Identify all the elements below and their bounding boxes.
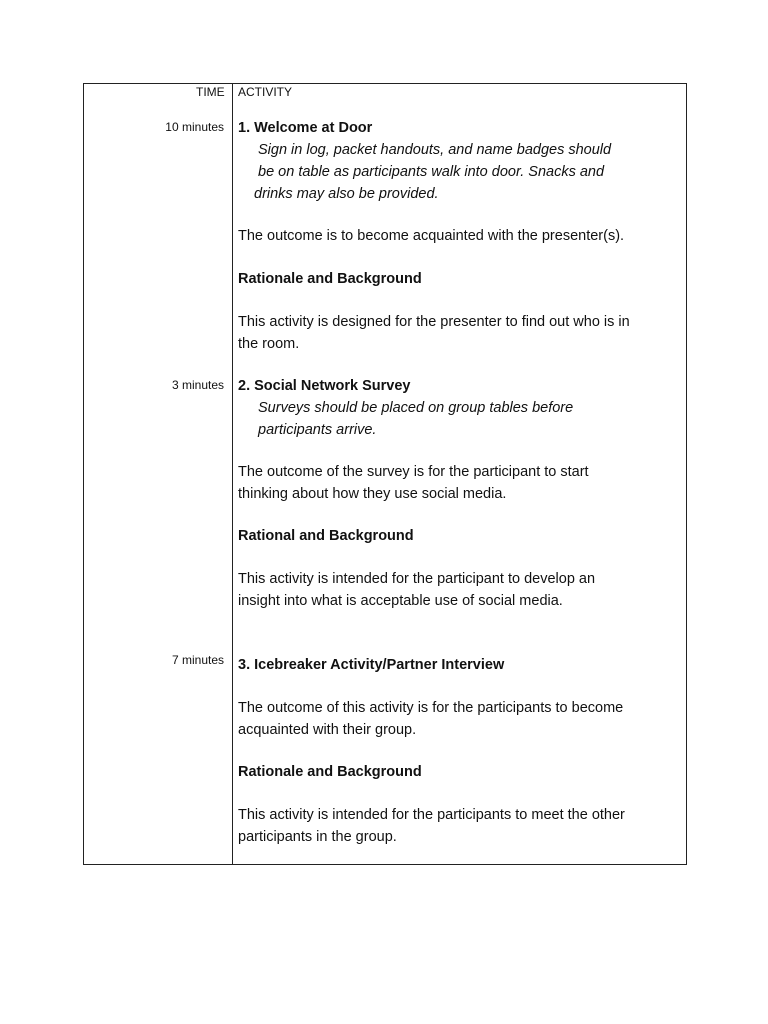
item-outcome-line: acquainted with their group. (238, 722, 417, 738)
item-note-line: be on table as participants walk into door. Snacks and (258, 164, 605, 180)
item-rationale-line: This activity is intended for the participant to develop an (238, 571, 596, 587)
item-rationale-heading: Rationale and Background (238, 764, 422, 780)
item-time: 10 minutes (165, 120, 224, 134)
item-note-line: drinks may also be provided. (254, 186, 439, 202)
item-note-line: participants arrive. (258, 422, 377, 438)
column-divider (232, 83, 233, 865)
item-title: 1. Welcome at Door (238, 120, 373, 136)
item-rationale-line: participants in the group. (238, 829, 397, 845)
item-rationale-line: the room. (238, 336, 300, 352)
item-rationale-heading: Rational and Background (238, 528, 414, 544)
activity-column-header: ACTIVITY (238, 85, 293, 99)
item-rationale-line: This activity is designed for the presenter to find out who is in (238, 314, 630, 330)
item-outcome-line: thinking about how they use social media. (238, 486, 507, 502)
item-outcome-line: The outcome is to become acquainted with the presenter(s). (238, 228, 625, 244)
item-note-line: Sign in log, packet handouts, and name badges should (258, 142, 612, 158)
item-title: 2. Social Network Survey (238, 378, 411, 394)
item-outcome-line: The outcome of this activity is for the participants to become (238, 700, 624, 716)
item-outcome-line: The outcome of the survey is for the participant to start (238, 464, 589, 480)
item-rationale-line: This activity is intended for the participants to meet the other (238, 807, 625, 823)
item-time: 3 minutes (171, 378, 224, 392)
item-rationale-line: insight into what is acceptable use of social media. (238, 593, 563, 609)
item-note-line: Surveys should be placed on group tables before (258, 400, 574, 416)
item-time: 7 minutes (171, 653, 224, 667)
item-title: 3. Icebreaker Activity/Partner Interview (238, 657, 505, 673)
time-column-header: TIME (196, 85, 225, 99)
item-rationale-heading: Rationale and Background (238, 271, 422, 287)
